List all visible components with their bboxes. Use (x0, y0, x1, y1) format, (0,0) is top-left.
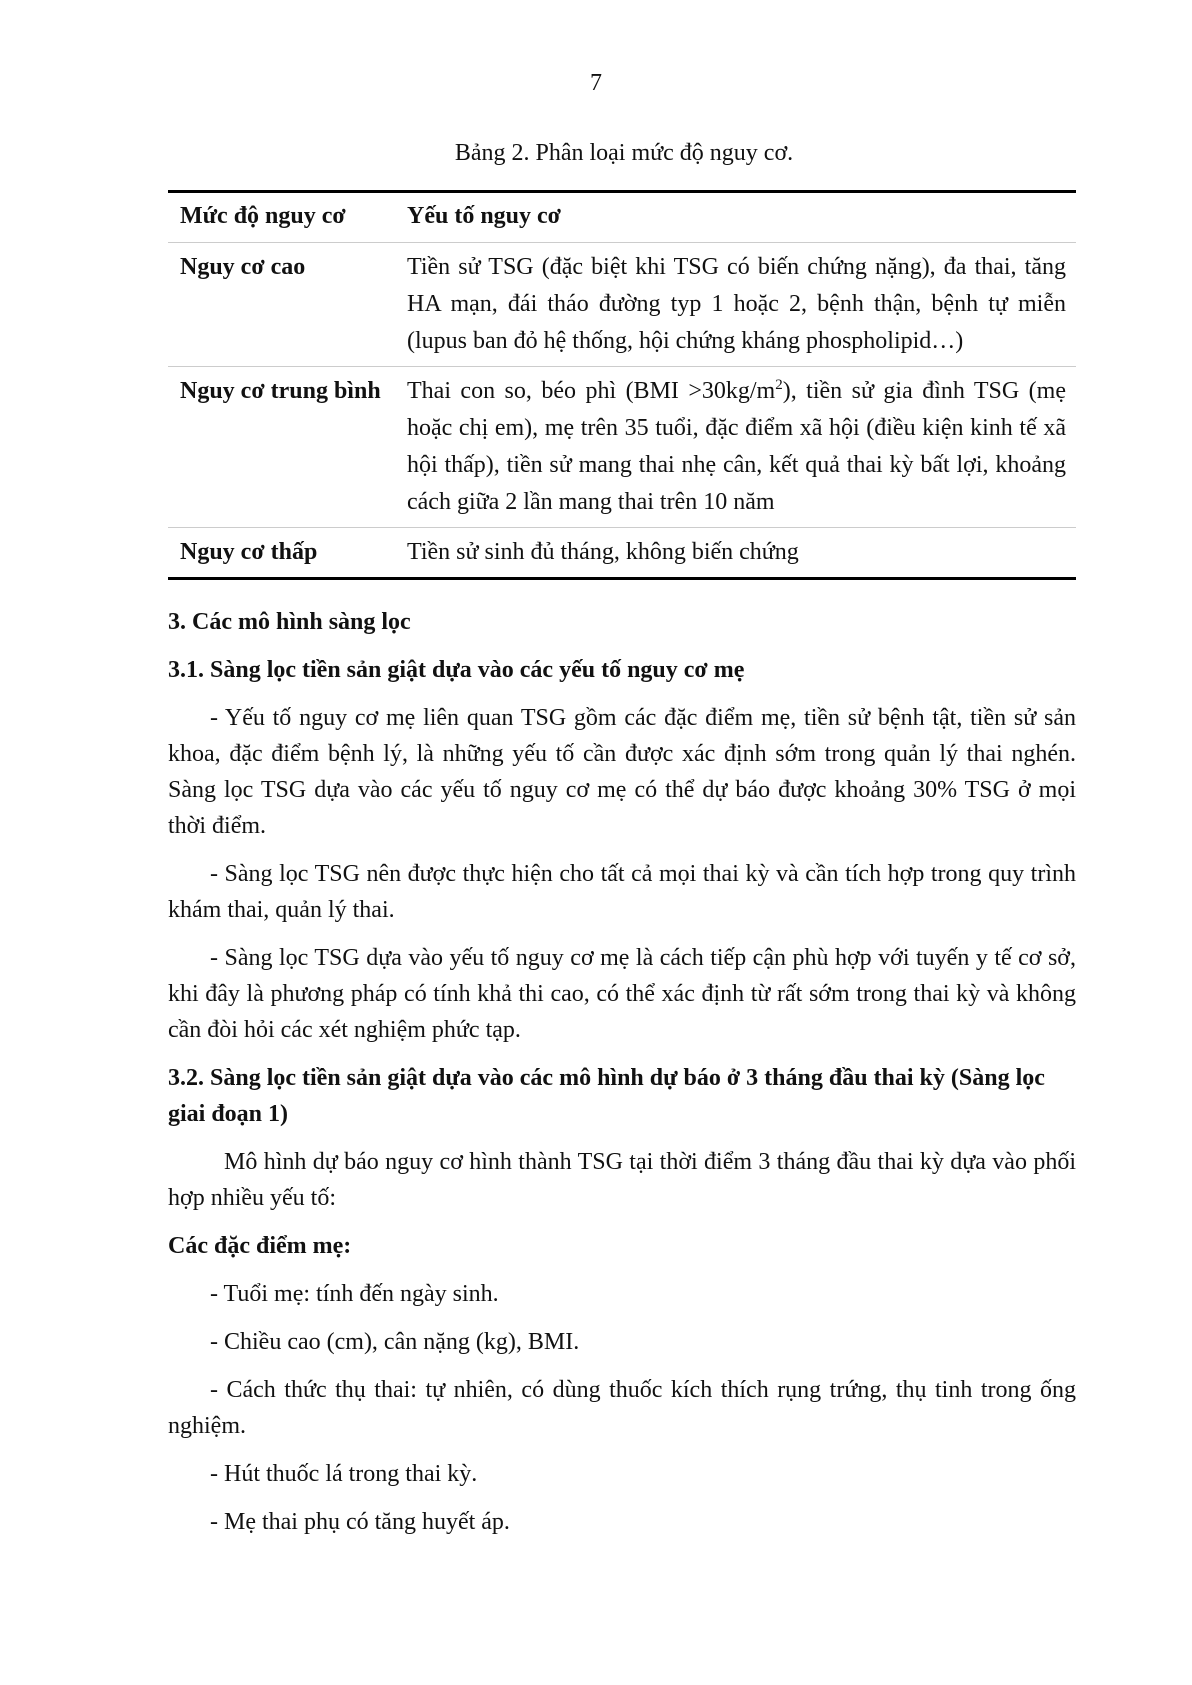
section-3-2-heading: 3.2. Sàng lọc tiền sản giật dựa vào các mô hình dự báo ở 3 tháng đầu thai kỳ (Sàng lọc giai đoạn 1) (168, 1065, 1045, 1127)
section-3-heading: 3. Các mô hình sàng lọc (168, 609, 411, 635)
list-item: - Chiều cao (cm), cân nặng (kg), BMI. (210, 1329, 580, 1355)
page-number: 7 (590, 70, 602, 96)
list-item: - Cách thức thụ thai: tự nhiên, có dùng thuốc kích thích rụng trứng, thụ tinh trong ống nghiệm. (168, 1377, 1076, 1439)
document-body (168, 604, 1076, 1552)
table-header-row (168, 192, 1076, 243)
table-row (168, 528, 1076, 579)
paragraph: - Yếu tố nguy cơ mẹ liên quan TSG gồm các đặc điểm mẹ, tiền sử bệnh tật, tiền sử sản khoa, đặc điểm bệnh lý, là những yếu tố cần được xác định sớm trong quản lý thai nghén. Sàng lọc TSG dựa vào các yếu tố nguy cơ mẹ có thể dự báo được khoảng 30% TSG ở mọi thời điểm. (168, 705, 1076, 839)
risk-factors-medium-part1: Thai con so, béo phì (BMI >30kg/m (407, 378, 776, 404)
paragraph: Mô hình dự báo nguy cơ hình thành TSG tại thời điểm 3 tháng đầu thai kỳ dựa vào phối hợp nhiều yếu tố: (168, 1149, 1076, 1211)
risk-level-high: Nguy cơ cao (168, 243, 395, 367)
paragraph: - Sàng lọc TSG dựa vào yếu tố nguy cơ mẹ là cách tiếp cận phù hợp với tuyến y tế cơ sở, khi đây là phương pháp có tính khả thi cao, có thể xác định từ rất sớm trong thai kỳ và không cần đòi hỏi các xét nghiệm phức tạp. (168, 945, 1076, 1043)
section-3-1-heading: 3.1. Sàng lọc tiền sản giật dựa vào các yếu tố nguy cơ mẹ (168, 657, 745, 683)
list-item: - Mẹ thai phụ có tăng huyết áp. (210, 1509, 510, 1535)
list-item: - Hút thuốc lá trong thai kỳ. (210, 1461, 478, 1487)
risk-level-table (168, 190, 1076, 580)
risk-factors-low: Tiền sử sinh đủ tháng, không biến chứng (395, 528, 1076, 579)
table-caption: Bảng 2. Phân loại mức độ nguy cơ. (454, 140, 794, 166)
paragraph: - Sàng lọc TSG nên được thực hiện cho tất cả mọi thai kỳ và cần tích hợp trong quy trình khám thai, quản lý thai. (168, 861, 1076, 923)
header-risk-level: Mức độ nguy cơ (180, 203, 346, 229)
risk-level-low: Nguy cơ thấp (168, 528, 395, 579)
risk-factors-high: Tiền sử TSG (đặc biệt khi TSG có biến chứng nặng), đa thai, tăng HA mạn, đái tháo đường typ 1 hoặc 2, bệnh thận, bệnh tự miễn (lupus ban đỏ hệ thống, hội chứng kháng phospholipid…) (395, 243, 1076, 367)
table-row (168, 367, 1076, 528)
header-risk-factors: Yếu tố nguy cơ (407, 203, 561, 229)
risk-factors-medium-part2: ), tiền sử gia đình TSG (mẹ hoặc chị em), mẹ trên 35 tuổi, đặc điểm xã hội (điều kiện kinh tế xã hội thấp), tiền sử mang thai nhẹ cân, kết quả thai kỳ bất lợi, khoảng cách giữa 2 lần mang thai trên 10 năm (407, 378, 1066, 515)
table-row (168, 243, 1076, 367)
list-item: - Tuổi mẹ: tính đến ngày sinh. (210, 1281, 499, 1307)
risk-level-medium: Nguy cơ trung bình (168, 367, 395, 528)
maternal-characteristics-label: Các đặc điểm mẹ: (168, 1233, 352, 1259)
risk-factors-medium (395, 367, 1076, 528)
superscript-2: 2 (775, 377, 783, 393)
